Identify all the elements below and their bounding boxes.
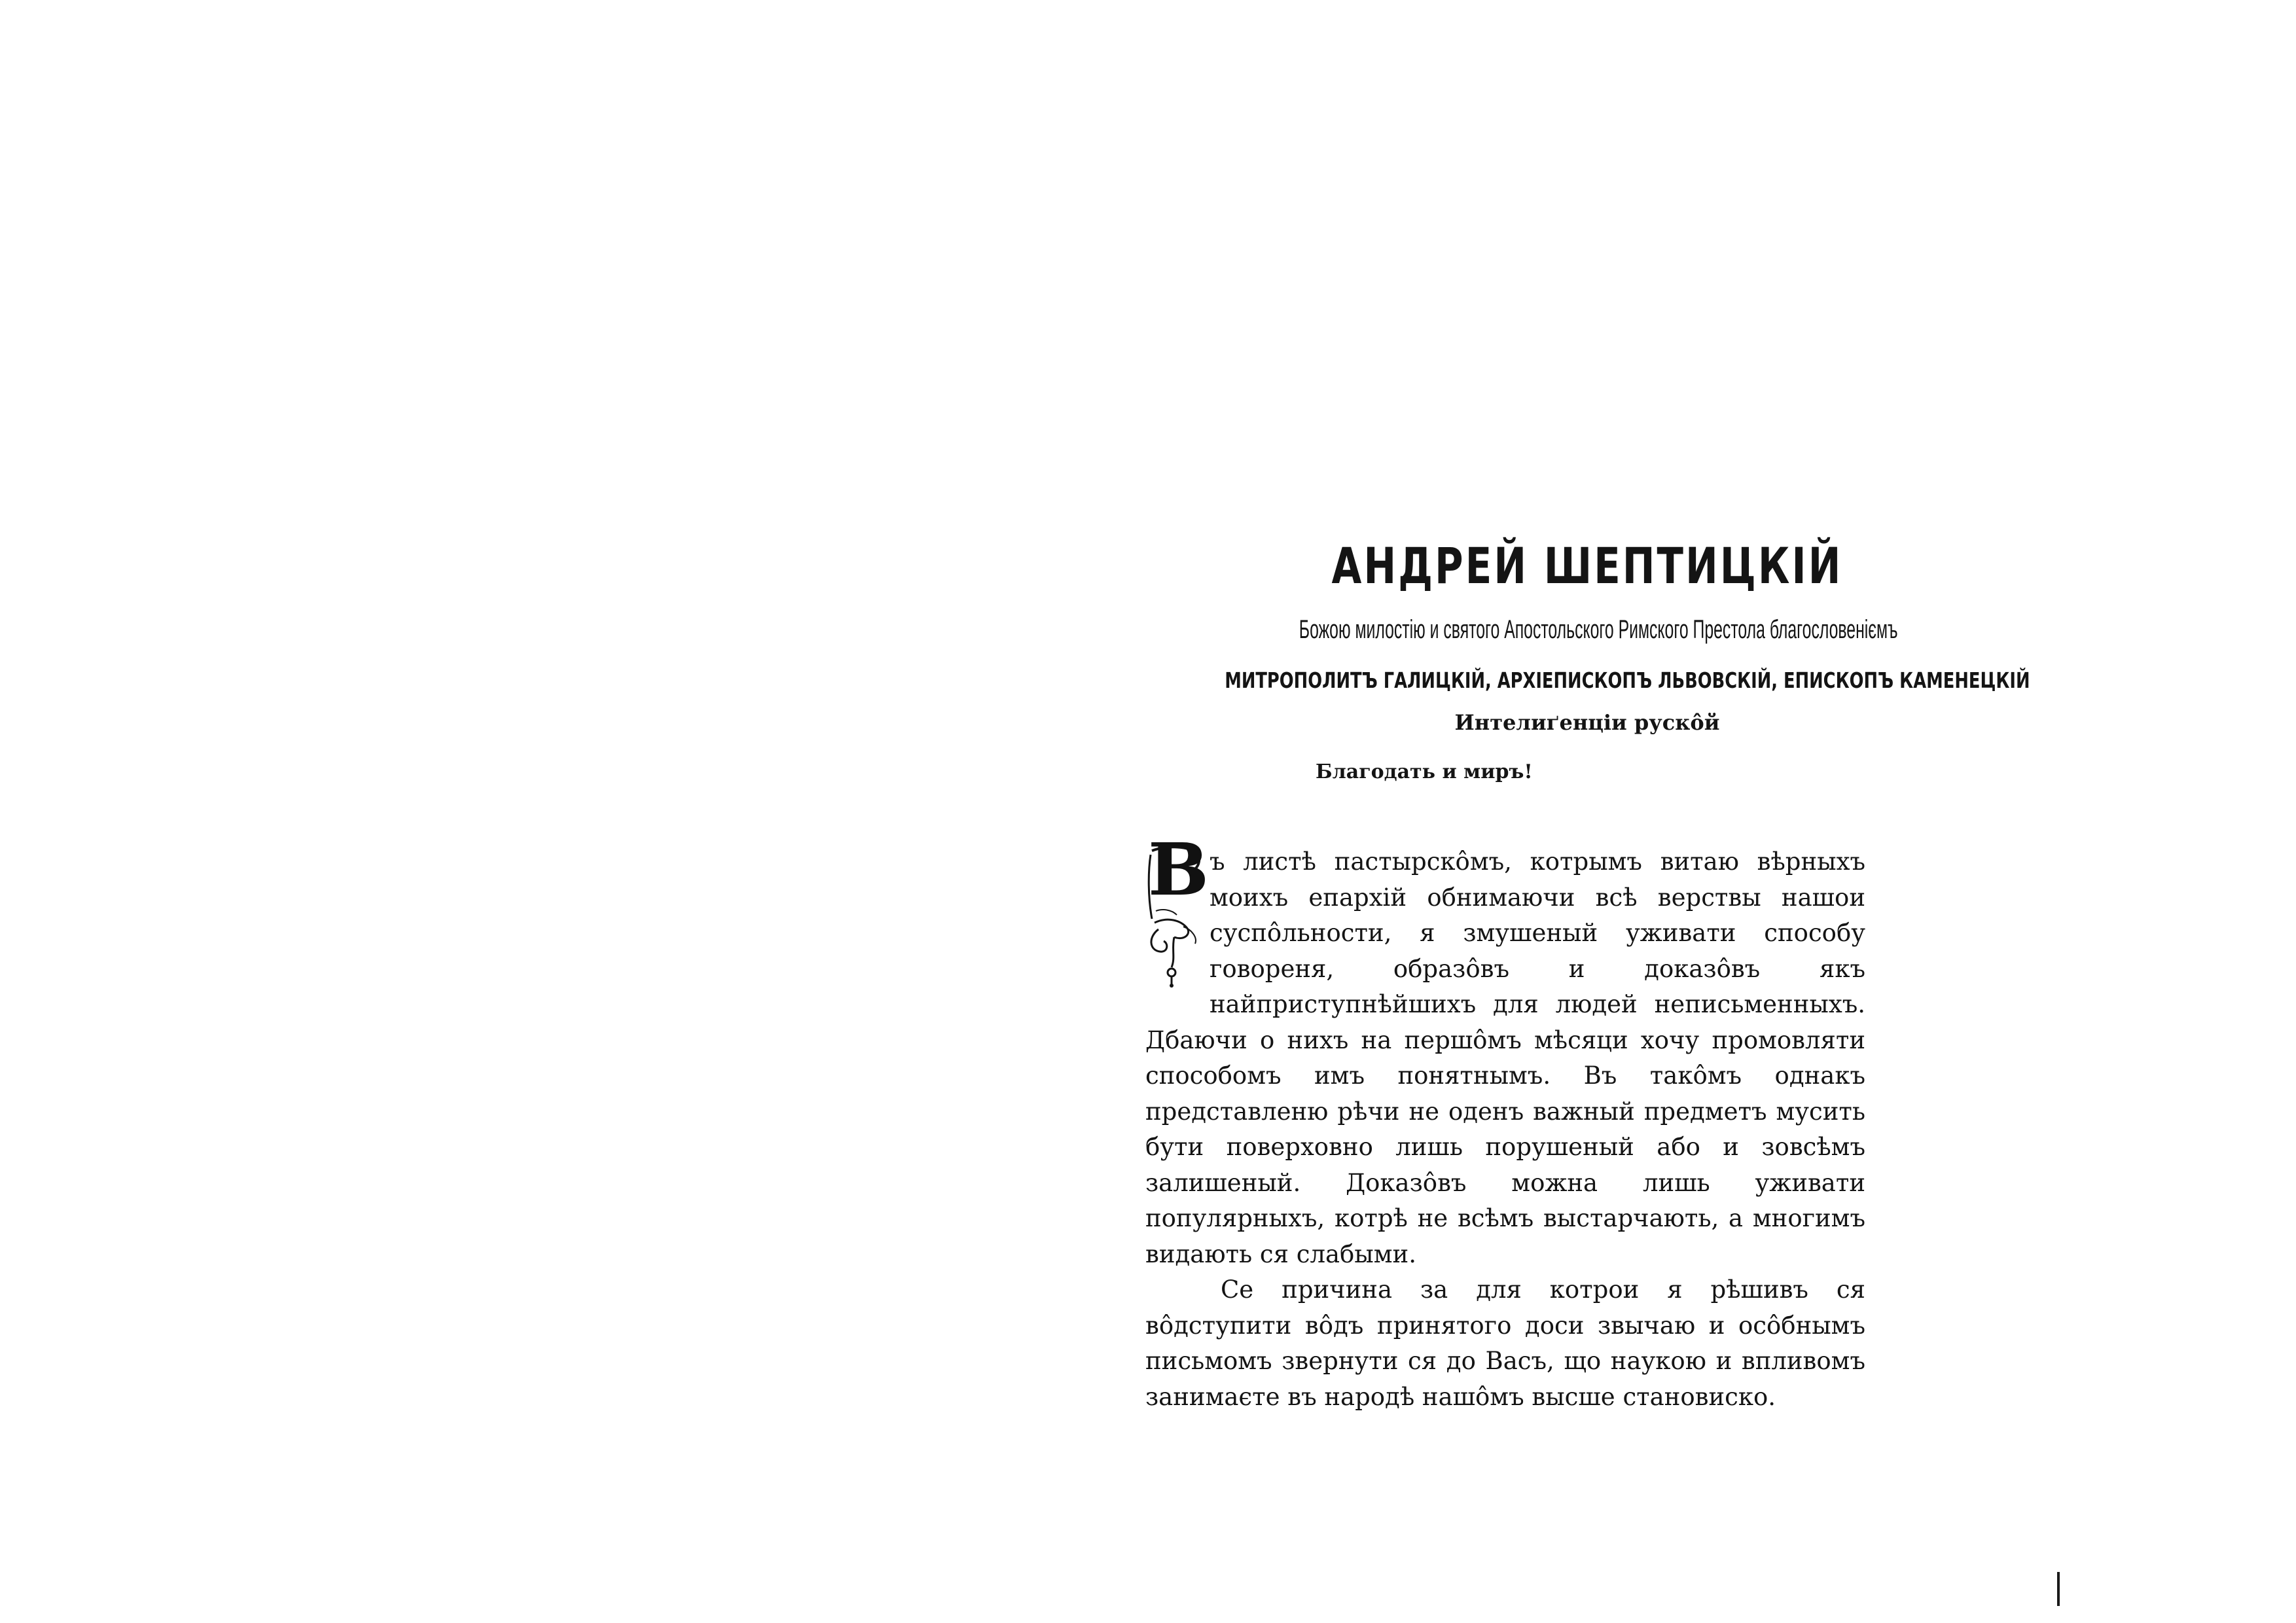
- paragraph-1-text: ъ листѣ пастырскôмъ, котрымъ витаю вѣрныхъ моихъ епархій обнимаючи всѣ верствы нашои суспôльности, я змушеный уживати способу говореня, образôвъ и доказôвъ якъ найприступнѣйшихъ для людей неписьменныхъ. Дбаючи о нихъ на першôмъ мѣсяци хочу промовляти способомъ имъ понятнымъ. Въ такôмъ однакъ представленю рѣчи не оденъ важный предметъ мусить бути поверховно лишь порушеный або и зовсѣмъ залишеный. Доказôвъ можна лишь уживати популярныхъ, котрѣ не всѣмъ выстарчають, а многимъ видають ся слабыми.: [1145, 847, 1865, 1268]
- document-page: [1122, 445, 2052, 1597]
- document-rank: МИТРОПОЛИТЪ ГАЛИЦКІЙ, АРХІЕПИСКОПЪ ЛЬВОВСКІЙ, ЕПИСКОПЪ КАМЕНЕЦКІЙ: [1225, 668, 2030, 693]
- document-greeting: Благодать и миръ!: [1316, 760, 1533, 783]
- margin-rule-icon: [2057, 1572, 2060, 1606]
- document-subtitle: Божою милостію и святого Апостольского Римского Престола благословеніємъ: [1299, 615, 1898, 644]
- letter-body: [1145, 827, 1865, 1415]
- paragraph-1: [1145, 827, 1865, 1272]
- ornamental-initial: [1145, 827, 1209, 988]
- initial-letter: В: [1148, 827, 1209, 912]
- document-title: АНДРЕЙ ШЕПТИЦКІЙ: [1331, 537, 1843, 595]
- paragraph-2: Се причина за для котрои я рѣшивъ ся вôдступити вôдъ принятого доси звычаю и осôбнымъ письмомъ звернути ся до Васъ, що наукою и впливомъ занимаєте въ народѣ нашôмъ высше становиско.: [1145, 1275, 1865, 1411]
- document-addressee: Интелиґенціи рускôй: [1454, 710, 1720, 735]
